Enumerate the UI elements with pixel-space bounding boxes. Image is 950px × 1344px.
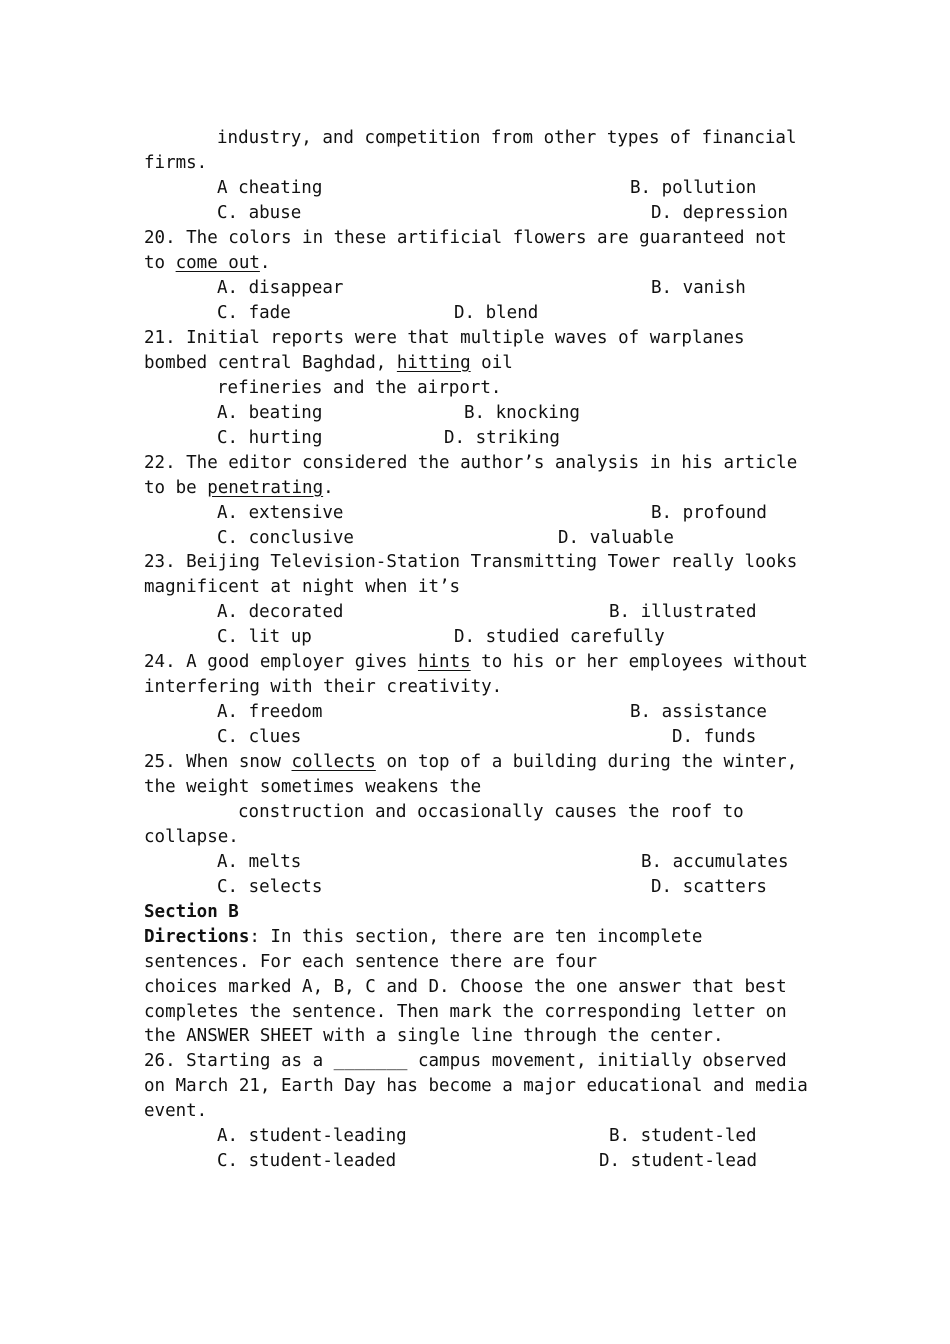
q21-stem-suffix: oil (470, 353, 513, 373)
q21-option-a: A. beating (217, 403, 323, 423)
q25-stem-line-4: collapse. (144, 827, 239, 847)
q20-stem-line-2 (144, 251, 270, 276)
q23-option-b: B. illustrated (609, 602, 757, 622)
q22-option-b: B. profound (651, 503, 767, 523)
q23-option-c: C. lit up (217, 627, 312, 647)
directions-line-2: sentences. For each sentence there are four (144, 952, 598, 972)
q23-option-d: D. studied carefully (454, 627, 665, 647)
q21-stem-prefix: bombed central Baghdad, (144, 353, 397, 373)
q26-stem-line-2: on March 21, Earth Day has become a major educational and media (144, 1076, 808, 1096)
q26-option-c: C. student-leaded (217, 1151, 397, 1171)
q25-stem-line-3: construction and occasionally causes the roof to (238, 802, 744, 822)
q23-stem-line-2: magnificent at night when it’s (144, 577, 461, 597)
q22-stem-suffix: . (323, 478, 334, 498)
q26-stem-suffix: campus movement, initially observed (407, 1051, 787, 1071)
q25-stem-line-2: the weight sometimes weakens the (144, 777, 482, 797)
q25-stem-line-1 (144, 750, 797, 775)
q19-stem-line-1: industry, and competition from other types of financial (217, 128, 797, 148)
q21-stem-line-3: refineries and the airport. (217, 378, 502, 398)
q25-stem-prefix: 25. When snow (144, 752, 292, 772)
q22-stem-line-1: 22. The editor considered the author’s analysis in his article (144, 453, 798, 473)
q20-option-d: D. blend (454, 303, 539, 323)
q22-option-c: C. conclusive (217, 528, 354, 548)
q21-stem-line-2 (144, 351, 513, 376)
q24-stem-line-1 (144, 650, 808, 675)
section-b-heading: Section B (144, 902, 239, 922)
q24-option-d: D. funds (672, 727, 757, 747)
q22-stem-prefix: to be (144, 478, 208, 498)
q21-option-b: B. knocking (464, 403, 580, 423)
q24-key-word: hints (417, 652, 471, 672)
directions-line-1 (144, 925, 702, 950)
q25-key-word: collects (291, 752, 376, 772)
q20-stem-prefix: to (144, 253, 176, 273)
q22-key-word: penetrating (207, 478, 324, 498)
q19-option-a: A cheating (217, 178, 323, 198)
q25-option-d: D. scatters (651, 877, 767, 897)
q26-stem-line-3: event. (144, 1101, 208, 1121)
q19-option-d: D. depression (651, 203, 788, 223)
q21-key-word: hitting (396, 353, 471, 373)
q26-option-d: D. student-lead (599, 1151, 758, 1171)
q23-option-a: A. decorated (217, 602, 344, 622)
q20-stem-line-1: 20. The colors in these artificial flowers are guaranteed not (144, 228, 787, 248)
q25-option-c: C. selects (217, 877, 323, 897)
q25-stem-suffix: on top of a building during the winter, (375, 752, 798, 772)
q19-stem-line-2: firms. (144, 153, 208, 173)
directions-text-1: : In this section, there are ten incomplete (249, 927, 703, 947)
q20-stem-suffix: . (259, 253, 271, 273)
q26-stem-prefix: 26. Starting as a (144, 1051, 334, 1071)
q24-option-c: C. clues (217, 727, 302, 747)
q25-option-b: B. accumulates (641, 852, 789, 872)
directions-label: Directions (144, 927, 250, 947)
q21-option-d: D. striking (444, 428, 560, 448)
q22-option-a: A. extensive (217, 503, 344, 523)
q19-option-b: B. pollution (630, 178, 757, 198)
directions-line-3: choices marked A, B, C and D. Choose the one answer that best (144, 977, 787, 997)
q22-option-d: D. valuable (558, 528, 674, 548)
q25-option-a: A. melts (217, 852, 302, 872)
q20-key-phrase: come out (175, 253, 260, 273)
q20-option-a: A. disappear (217, 278, 344, 298)
q19-option-c: C. abuse (217, 203, 302, 223)
q24-stem-suffix: to his or her employees without (470, 652, 808, 672)
q24-option-a: A. freedom (217, 702, 323, 722)
q20-option-c: C. fade (217, 303, 291, 323)
q20-option-b: B. vanish (651, 278, 746, 298)
directions-line-5: the ANSWER SHEET with a single line through the center. (144, 1026, 724, 1046)
directions-line-4: completes the sentence. Then mark the corresponding letter on (144, 1002, 787, 1022)
q23-stem-line-1: 23. Beijing Television-Station Transmitting Tower really looks (144, 552, 798, 572)
q24-option-b: B. assistance (630, 702, 767, 722)
q26-option-a: A. student-leading (217, 1126, 407, 1146)
q26-blank: _______ (333, 1051, 408, 1071)
q26-stem-line-1 (144, 1049, 787, 1074)
q21-option-c: C. hurting (217, 428, 323, 448)
q22-stem-line-2 (144, 476, 334, 501)
q24-stem-prefix: 24. A good employer gives (144, 652, 418, 672)
q26-option-b: B. student-led (609, 1126, 757, 1146)
q24-stem-line-2: interfering with their creativity. (144, 677, 503, 697)
q21-stem-line-1: 21. Initial reports were that multiple waves of warplanes (144, 328, 745, 348)
